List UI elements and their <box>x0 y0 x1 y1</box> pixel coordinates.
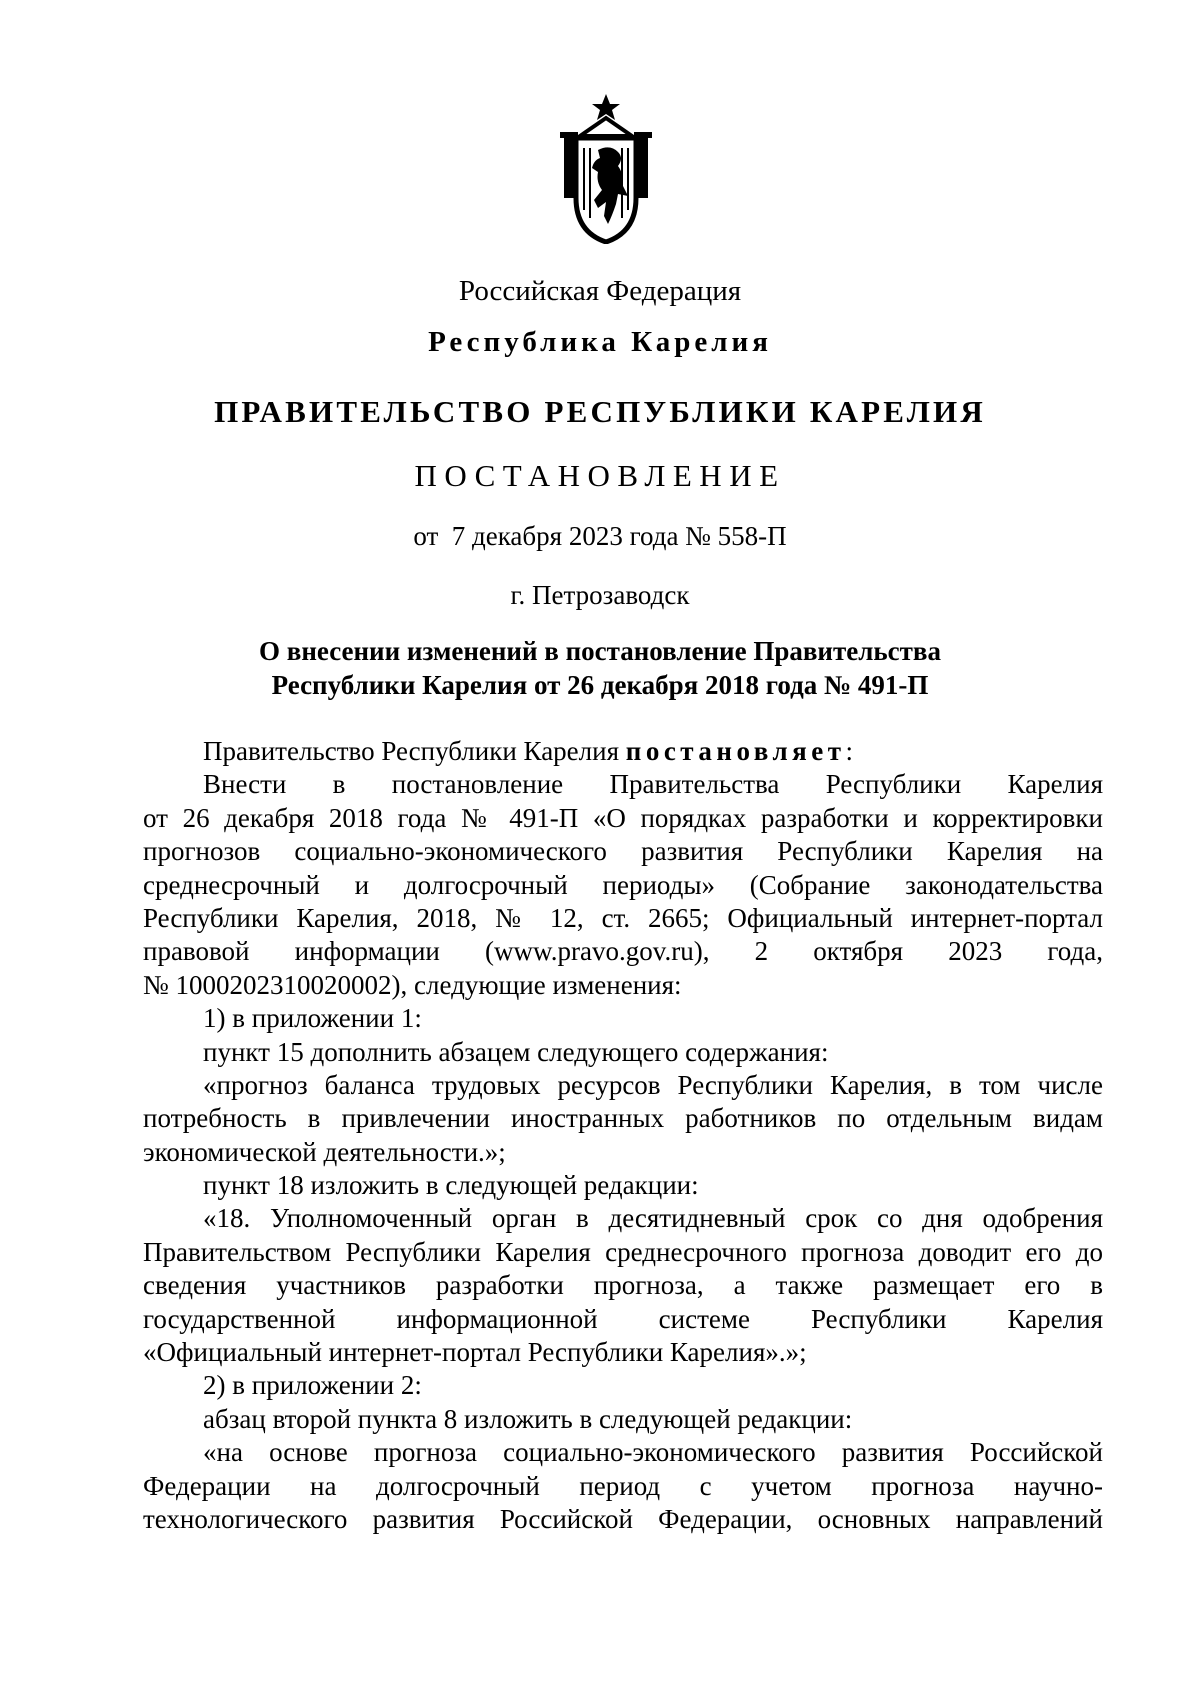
body-line: технологического развития Российской Федерации, основных направлений <box>143 1503 1103 1534</box>
body-line: прогнозов социально-экономического развития Республики Карелия на <box>143 836 1103 867</box>
body-line: 2) в приложении 2: <box>203 1370 422 1401</box>
body-line: Федерации на долгосрочный период с учетом прогноза научно- <box>143 1470 1103 1501</box>
body-line: правовой информации (www.pravo.gov.ru), 2 октября 2023 года, <box>143 936 1103 967</box>
preamble-text: Правительство Республики Карелия <box>203 736 626 766</box>
body-line: сведения участников разработки прогноза, а также размещает его в <box>143 1270 1103 1301</box>
country-name: Российская Федерация <box>458 275 742 307</box>
body-line: «на основе прогноза социально-экономического развития Российской <box>203 1437 1103 1468</box>
document-type: ПОСТАНОВЛЕНИЕ <box>414 458 786 493</box>
body-line: Правительством Республики Карелия среднесрочного прогноза доводит его до <box>143 1236 1103 1267</box>
body-line: пункт 15 дополнить абзацем следующего содержания: <box>203 1036 829 1067</box>
body-line: экономической деятельности.»; <box>143 1136 506 1167</box>
karelia-coat-of-arms-icon <box>558 92 654 244</box>
body-line: «18. Уполномоченный орган в десятидневный срок со дня одобрения <box>203 1203 1103 1234</box>
preamble-colon: : <box>845 736 854 766</box>
body-line: абзац второй пункта 8 изложить в следующей редакции: <box>203 1403 853 1434</box>
document-body <box>143 735 1103 1536</box>
body-line: от 26 декабря 2018 года № 491-П «О порядках разработки и корректировки <box>143 802 1103 833</box>
body-line: «прогноз баланса трудовых ресурсов Республики Карелия, в том числе <box>203 1069 1103 1100</box>
preamble-verb: постановляет <box>625 736 846 766</box>
republic-name: Республика Карелия <box>428 326 772 358</box>
body-line: потребность в привлечении иностранных работников по отдельным видам <box>143 1103 1103 1134</box>
preamble <box>143 735 1103 768</box>
body-line: «Официальный интернет-портал Республики Карелия».»; <box>143 1337 807 1368</box>
document-date-number: от 7 декабря 2023 года № 558-П <box>413 521 787 551</box>
government-name: ПРАВИТЕЛЬСТВО РЕСПУБЛИКИ КАРЕЛИЯ <box>214 394 986 429</box>
document-city: г. Петрозаводск <box>510 580 690 610</box>
body-line: государственной информационной системе Республики Карелия <box>143 1303 1103 1334</box>
body-line: пункт 18 изложить в следующей редакции: <box>203 1170 699 1201</box>
subject-line-1: О внесении изменений в постановление Правительства <box>259 636 941 666</box>
body-line: 1) в приложении 1: <box>203 1003 422 1034</box>
body-line: № 1000202310020002), следующие изменения: <box>143 969 682 1000</box>
body-line: среднесрочный и долгосрочный периоды» (Собрание законодательства <box>143 869 1103 900</box>
body-line: Республики Карелия, 2018, № 12, ст. 2665; Официальный интернет-портал <box>143 902 1103 933</box>
subject-line-2: Республики Карелия от 26 декабря 2018 года № 491-П <box>271 670 929 700</box>
body-line: Внести в постановление Правительства Республики Карелия <box>203 769 1103 800</box>
